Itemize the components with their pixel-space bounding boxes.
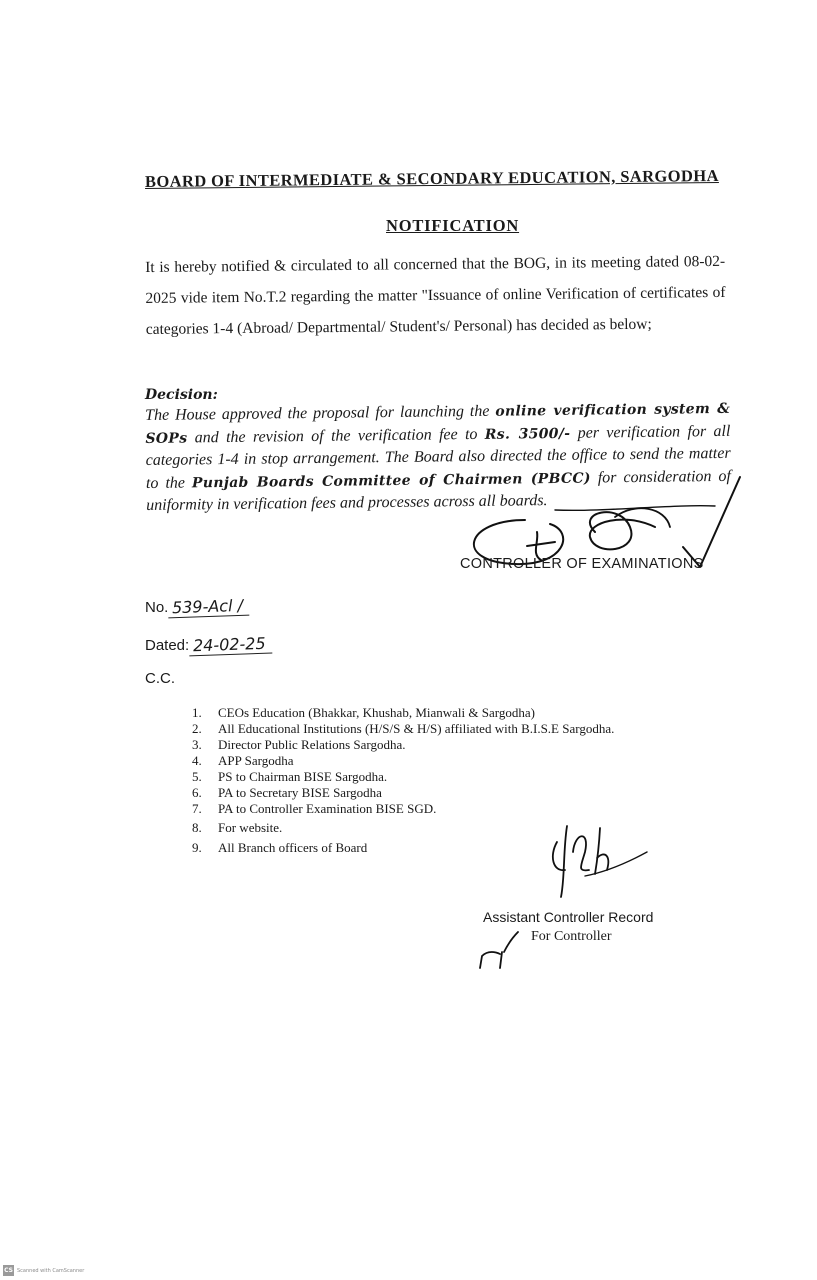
camscanner-watermark [3, 1265, 84, 1276]
cc-item: 5. PS to Chairman BISE Sargodha. [192, 769, 388, 784]
notification-title: NOTIFICATION [386, 216, 520, 235]
cc-item: 1. CEOs Education (Bhakkar, Khushab, Mianwali & Sargodha) [192, 705, 535, 720]
cc-item: 2. All Educational Institutions (H/S/S & H/S) affiliated with B.I.S.E Sargodha. [192, 721, 615, 736]
camscanner-text: Scanned with CamScanner [17, 1267, 85, 1274]
controller-title: CONTROLLER OF EXAMINATIONS [460, 556, 704, 572]
cc-item: 7. PA to Controller Examination BISE SGD. [192, 801, 437, 816]
decision-text-3: per verification for all categories 1-4 in stop arrangement. The Board also directed the office to send the matter to the [145, 422, 731, 492]
assistant-signature [545, 822, 655, 902]
decision-label: Decision: [145, 387, 218, 403]
decision-text-2: and the revision of the verification fee to [187, 425, 485, 446]
decision-bold-system: online verification system & SOPs [145, 400, 731, 447]
decision-bold-pbcc: Punjab Boards Committee of Chairmen (PBCC) [191, 470, 591, 491]
decision-text-4: for consideration of uniformity in verification fees and processes across all boards. [146, 467, 732, 514]
assistant-controller-title: Assistant Controller Record [483, 909, 654, 925]
reference-number-label: No. [145, 599, 169, 616]
board-title: BOARD OF INTERMEDIATE & SECONDARY EDUCATION, SARGODHA [144, 165, 719, 191]
cc-label: C.C. [145, 670, 175, 687]
reference-date-label: Dated: [145, 637, 190, 654]
decision-bold-fee: Rs. 3500/- [484, 425, 571, 443]
camscanner-logo-icon: CS [4, 1267, 13, 1274]
for-controller-initials [474, 930, 524, 972]
intro-paragraph: It is hereby notified & circulated to all concerned that the BOG, in its meeting dated 08-02-2025 vide item No.T.2 regarding the matter "Issuance of online Verification of certificates of categories 1-4 (Abroad/ Departmental/ Student's/ Personal) has decided as below; [145, 252, 726, 338]
cc-item: 6. PA to Secretary BISE Sargodha [192, 785, 382, 800]
cc-item: 9. All Branch officers of Board [192, 840, 368, 855]
cc-item: 4. APP Sargodha [192, 753, 294, 768]
reference-number-value: 539-Acl / [168, 596, 250, 619]
for-controller-label: For Controller [531, 929, 612, 944]
decision-text-1: The House approved the proposal for launching the [145, 402, 496, 424]
cc-item: 3. Director Public Relations Sargodha. [192, 737, 406, 752]
reference-date [145, 635, 272, 655]
reference-date-value: 24-02-25 [189, 634, 272, 657]
reference-number [145, 597, 249, 617]
cc-item: 8. For website. [192, 820, 283, 835]
